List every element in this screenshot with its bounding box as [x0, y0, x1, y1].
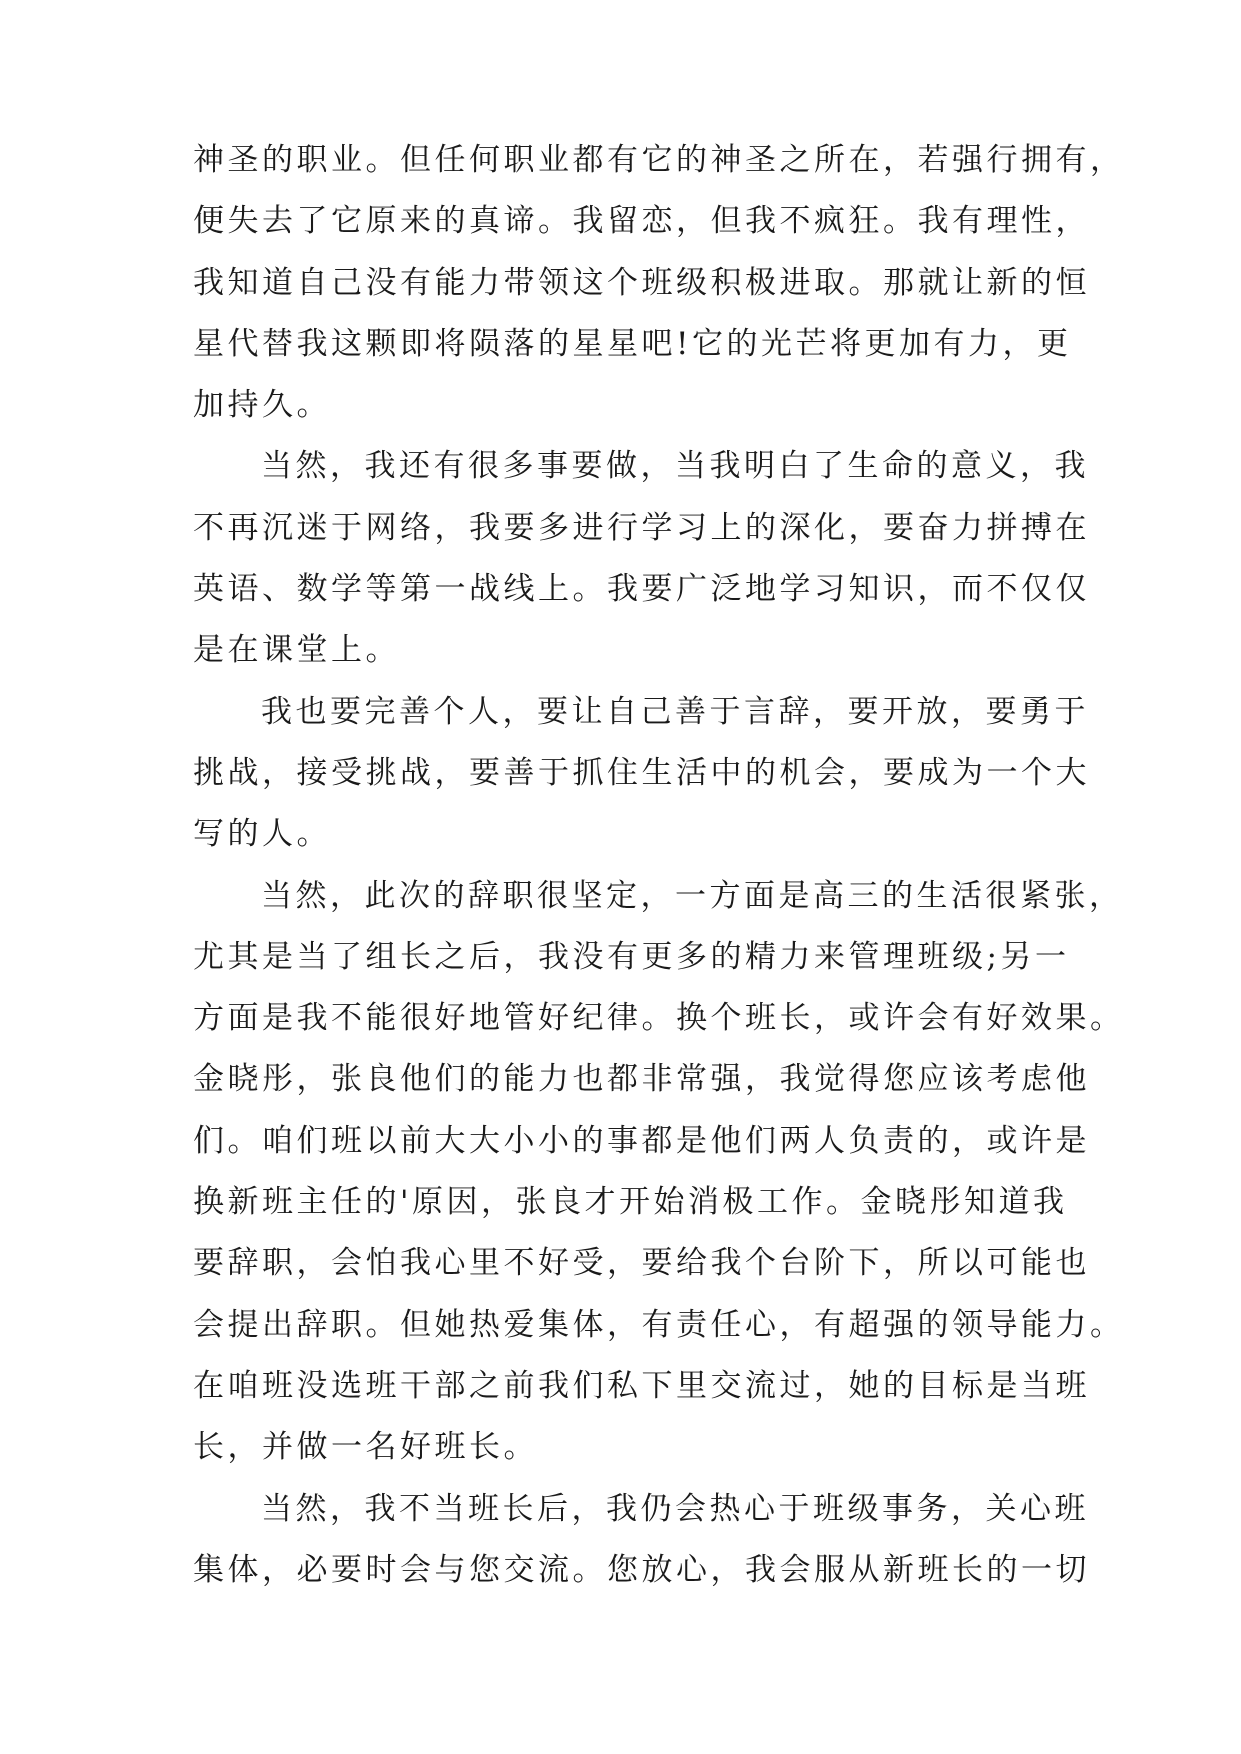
- text-line: 当然，我不当班长后，我仍会热心于班级事务，关心班: [261, 1490, 1089, 1527]
- text-line: 不再沉迷于网络，我要多进行学习上的深化，要奋力拼搏在: [193, 509, 1090, 546]
- text-line: 们。咱们班以前大大小小的事都是他们两人负责的，或许是: [193, 1122, 1090, 1159]
- text-line: 集体，必要时会与您交流。您放心，我会服从新班长的一切: [193, 1551, 1090, 1588]
- text-line: 写的人。: [193, 816, 331, 853]
- text-line: 要辞职，会怕我心里不好受，要给我个台阶下，所以可能也: [193, 1245, 1090, 1282]
- text-line: 星代替我这颗即将陨落的星星吧!它的光芒将更加有力，更: [193, 325, 1072, 362]
- paragraph: [193, 436, 1093, 681]
- text-line: 当然，此次的辞职很坚定，一方面是高三的生活很紧张，: [261, 877, 1124, 914]
- text-line: 神圣的职业。但任何职业都有它的神圣之所在，若强行拥有，: [193, 142, 1125, 178]
- paragraph: [193, 866, 1125, 1479]
- text-line: 我知道自己没有能力带领这个班级积极进取。那就让新的恒: [193, 264, 1090, 301]
- paragraph: [193, 1479, 1093, 1602]
- text-line: 我也要完善个人，要让自己善于言辞，要开放，要勇于: [261, 693, 1089, 730]
- text-line: 长，并做一名好班长。: [193, 1429, 538, 1466]
- text-line: 金晓彤，张良他们的能力也都非常强，我觉得您应该考虑他: [193, 1061, 1090, 1098]
- text-line: 方面是我不能很好地管好纪律。换个班长，或许会有好效果。: [193, 1000, 1125, 1037]
- text-line: 换新班主任的'原因，张良才开始消极工作。金晓彤知道我: [193, 1184, 1068, 1221]
- text-line: 英语、数学等第一战线上。我要广泛地学习知识，而不仅仅: [193, 571, 1090, 608]
- paragraph: [193, 130, 1125, 436]
- text-line: 是在课堂上。: [193, 632, 400, 669]
- paragraph: [193, 682, 1093, 866]
- text-line: 挑战，接受挑战，要善于抓住生活中的机会，要成为一个大: [193, 754, 1090, 791]
- text-line: 会提出辞职。但她热爱集体，有责任心，有超强的领导能力。: [193, 1306, 1125, 1343]
- document-body: [193, 130, 1125, 1601]
- text-line: 加持久。: [193, 387, 331, 424]
- text-line: 在咱班没选班干部之前我们私下里交流过，她的目标是当班: [193, 1367, 1090, 1404]
- text-line: 尤其是当了组长之后，我没有更多的精力来管理班级;另一: [193, 938, 1070, 975]
- text-line: 便失去了它原来的真谛。我留恋，但我不疯狂。我有理性，: [193, 203, 1090, 240]
- text-line: 当然，我还有很多事要做，当我明白了生命的意义，我: [261, 448, 1089, 485]
